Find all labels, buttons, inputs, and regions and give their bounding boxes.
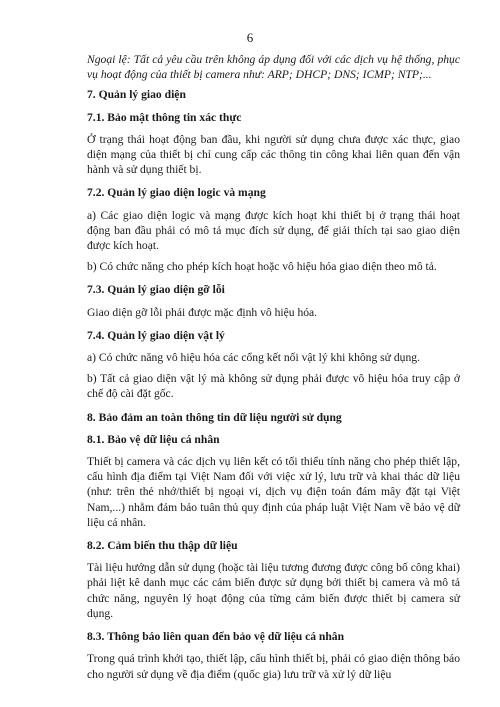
page-content <box>87 52 460 682</box>
heading-section-7: 7. Quản lý giao diện <box>87 88 186 102</box>
paragraph-7-2-b: b) Có chức năng cho phép kích hoạt hoặc vô hiệu hóa giao diện theo mô tả. <box>87 260 437 274</box>
paragraph-7-3: Giao diện gỡ lỗi phải được mặc định vô hiệu hóa. <box>87 305 318 319</box>
exception-note: Ngoại lệ: Tất cả yêu cầu trên không áp dụng đối với các dịch vụ hệ thống, phục vụ hoạt động của thiết bị camera như: ARP; DHCP; DNS; ICMP; NTP;... <box>87 53 460 82</box>
heading-section-8-2: 8.2. Cảm biến thu thập dữ liệu <box>87 539 238 553</box>
paragraph-7-4-a: a) Có chức năng vô hiệu hóa các cổng kết nối vật lý khi không sử dụng. <box>87 351 420 365</box>
heading-section-8-3: 8.3. Thông báo liên quan đến bảo vệ dữ liệu cá nhân <box>87 630 345 644</box>
page-number: 6 <box>246 30 254 45</box>
paragraph-7-1: Ở trạng thái hoạt động ban đầu, khi người sử dụng chưa được xác thực, giao diện mạng của thiết bị chỉ cung cấp các thông tin công khai liên quan đến vận hành và sử dụng thiết bị. <box>87 132 460 177</box>
heading-section-8: 8. Bảo đảm an toàn thông tin dữ liệu người sử dụng <box>87 410 342 424</box>
paragraph-7-2-a: a) Các giao diện logic và mạng được kích hoạt khi thiết bị ở trạng thái hoạt động ban đầu phải có mô tả mục đích sử dụng, để giải thích tại sao giao diện được kích hoạt. <box>87 208 460 253</box>
heading-section-7-2: 7.2. Quản lý giao diện logic và mạng <box>87 186 266 200</box>
heading-section-7-1: 7.1. Bảo mật thông tin xác thực <box>87 110 242 124</box>
paragraph-8-3: Trong quá trình khởi tạo, thiết lập, cấu hình thiết bị, phải có giao diện thông báo cho người sử dụng về địa điểm (quốc gia) lưu trữ và xử lý dữ liệu <box>87 652 460 681</box>
paragraph-8-1: Thiết bị camera và các dịch vụ liên kết có tối thiểu tính năng cho phép thiết lập, cấu hình địa điểm tại Việt Nam đối với việc xử lý, lưu trữ và khai thác dữ liệu (như: trên thẻ nhớ/thiết bị ngoại vi, dịch vụ điện toán đám mây đặt tại Việt Nam,...) nhằm đảm bảo tuân thủ quy định của pháp luật Việt Nam về bảo vệ dữ liệu cá nhân. <box>87 455 460 529</box>
heading-section-7-3: 7.3. Quản lý giao diện gỡ lỗi <box>87 283 225 297</box>
heading-section-8-1: 8.1. Bảo vệ dữ liệu cá nhân <box>87 432 220 446</box>
heading-section-7-4: 7.4. Quản lý giao diện vật lý <box>87 328 225 342</box>
paragraph-7-4-b: b) Tất cả giao diện vật lý mà không sử dụng phải được vô hiệu hóa truy cập ở chế độ cài đặt gốc. <box>87 372 460 401</box>
paragraph-8-2: Tài liệu hướng dẫn sử dụng (hoặc tài liệu tương đương được công bố công khai) phải liệt kê danh mục các cảm biến được sử dụng bởi thiết bị camera và mô tả chức năng, nguyên lý hoạt động của từng cảm biến được thiết bị camera sử dụng. <box>87 561 460 620</box>
